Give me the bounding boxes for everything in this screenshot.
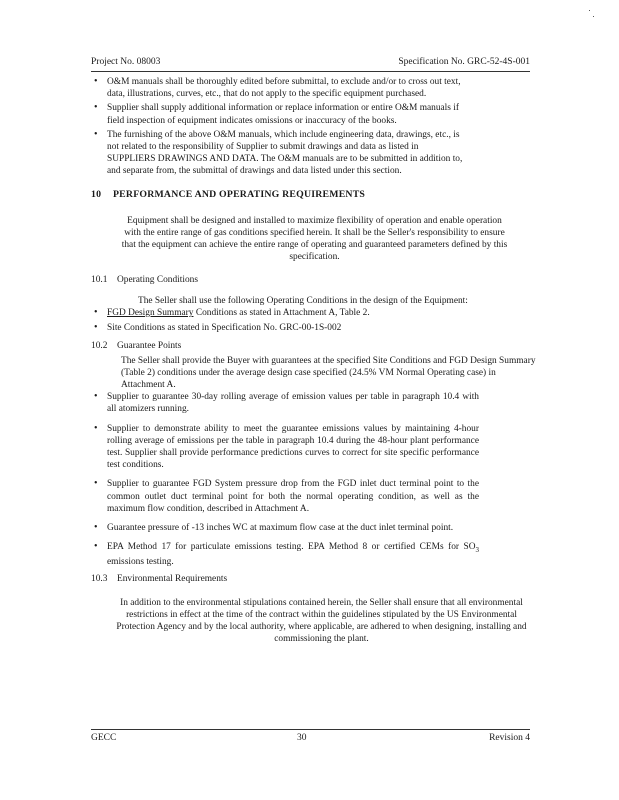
section-title: PERFORMANCE AND OPERATING REQUIREMENTS xyxy=(113,188,366,200)
list-item: • Supplier to demonstrate ability to meet the guarantee emissions values by maintaining 4-hour rolling average of emissions per the table in paragraph 10.4 during the 48-hour plant performance test. Supplier shall provide performance predictions curves to correct for site specific performance test conditions. xyxy=(91,423,479,472)
list-item xyxy=(91,307,530,319)
list-item-text: Conditions as stated in Attachment A, Table 2. xyxy=(193,308,370,319)
list-item: • O&M manuals shall be thoroughly edited before submittal, to exclude and/or to cross out text, data, illustrations, curves, etc., that do not apply to the specific equipment purchased. xyxy=(91,76,469,100)
list-item: • Guarantee pressure of -13 inches WC at maximum flow case at the duct inlet terminal point. xyxy=(91,522,479,534)
list-item-text: EPA Method 17 for particulate emissions testing. EPA Method 8 or certified CEMs for SO xyxy=(107,542,476,553)
fgd-design-summary-ref: FGD Design Summary xyxy=(107,308,194,319)
om-manual-bullets xyxy=(91,76,469,178)
subsection-number: 10.2 xyxy=(91,341,108,352)
operating-conditions-list xyxy=(91,307,530,334)
list-item: • Site Conditions as stated in Specification No. GRC-00-1S-002 xyxy=(91,322,530,334)
subsection-number: 10.1 xyxy=(91,274,108,285)
project-number: Project No. 08003 xyxy=(91,57,161,67)
section-10-3-heading xyxy=(91,573,530,585)
section-number: 10 xyxy=(91,188,102,200)
revision-label: Revision 4 xyxy=(489,733,530,743)
list-item-text: emissions testing. xyxy=(107,557,174,568)
subsection-title: Guarantee Points xyxy=(117,341,182,352)
guarantee-points-list xyxy=(91,391,479,568)
specification-number: Specification No. GRC-52-4S-001 xyxy=(398,57,530,67)
footer-company: GECC xyxy=(91,733,117,743)
list-item: • Supplier shall supply additional information or replace information or entire O&M manuals if field inspection of equipment indicates omissions or inaccuracy of the books. xyxy=(91,102,469,126)
list-item: • Supplier to guarantee 30-day rolling average of emission values per table in paragraph 10.4 with all atomizers running. xyxy=(91,391,479,415)
guarantee-points-intro: The Seller shall provide the Buyer with guarantees at the specified Site Conditions and FGD Design Summary (Table 2) conditions under the average design case specified (24.5% VM Normal Operating case) in Attachment A. xyxy=(121,355,536,391)
list-item xyxy=(91,541,479,568)
subsection-number: 10.3 xyxy=(91,573,108,584)
section-10-intro: Equipment shall be designed and installed to maximize flexibility of operation and enable operation with the entire range of gas conditions specified herein. It shall be the Seller's responsibility to ensure that the equipment can achieve the entire range of operating and guaranteed parameters defined by this specification. xyxy=(121,215,508,263)
list-item: • The furnishing of the above O&M manuals, which include engineering data, drawings, etc., is not related to the responsibility of Supplier to submit drawings and data as listed in SUPPLIERS DRAWINGS AND DATA. The O&M manuals are to be submitted in addition to, and separate from, the submittal of drawings and data listed under this section. xyxy=(91,129,469,178)
operating-conditions-intro: The Seller shall use the following Operating Conditions in the design of the Equipment: xyxy=(138,295,468,306)
section-10-2-heading xyxy=(91,340,530,352)
section-10-heading xyxy=(91,189,530,201)
page-header xyxy=(91,55,530,72)
subscript: 3 xyxy=(475,546,479,555)
section-10-1-heading xyxy=(91,274,530,286)
subsection-title: Operating Conditions xyxy=(117,274,198,285)
page-content xyxy=(91,76,536,646)
subsection-title: Environmental Requirements xyxy=(117,573,228,584)
page-number: 30 xyxy=(297,733,307,743)
page-footer xyxy=(91,729,530,744)
environmental-requirements-text: In addition to the environmental stipulations contained herein, the Seller shall ensure that all environmental restrictions in effect at the time of the contract within the guidelines stipulated by the US Environmental Protection Agency and by the local authority, where applicable, are adhered to when designing, installing and commissioning the plant. xyxy=(116,597,527,645)
list-item: • Supplier to guarantee FGD System pressure drop from the FGD inlet duct terminal point to the common outlet duct terminal point for both the normal operating condition, as well as the maximum flow condition, described in Attachment A. xyxy=(91,478,479,515)
scan-speck xyxy=(589,10,595,18)
